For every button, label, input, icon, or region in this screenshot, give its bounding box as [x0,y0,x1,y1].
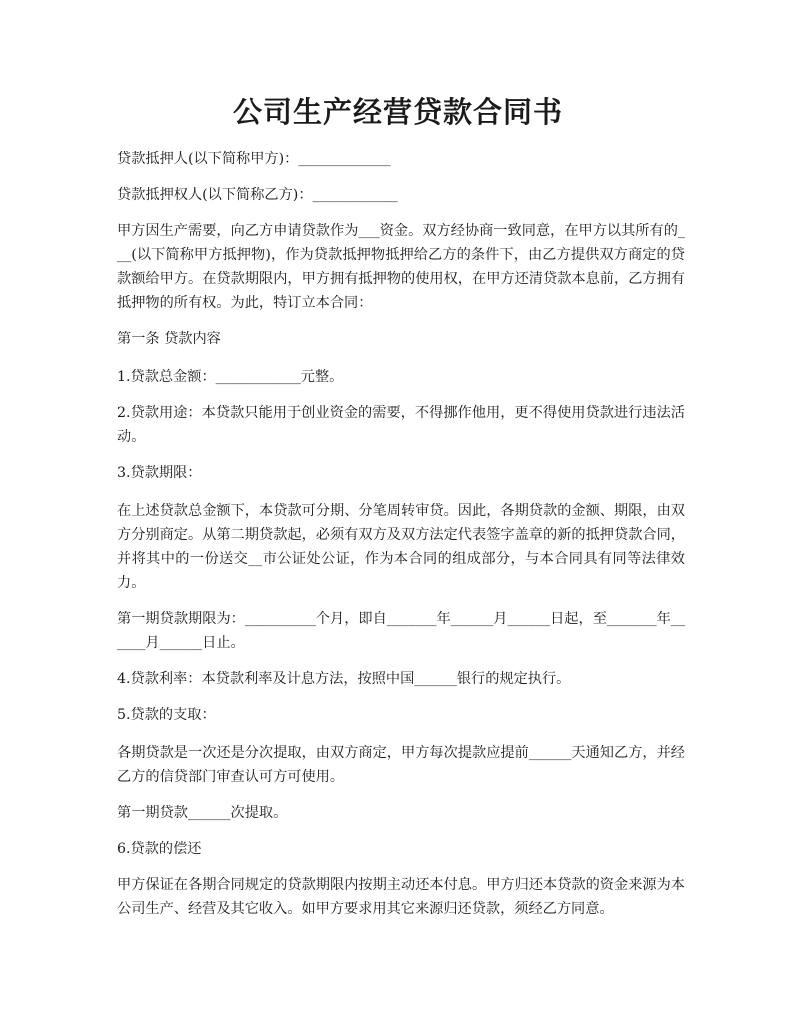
document-body [117,147,685,933]
paragraph-preamble: 甲方因生产需要，向乙方申请贷款作为___资金。双方经协商一致同意，在甲方以其所有的___(以下简称甲方抵押物)，作为贷款抵押物抵押给乙方的条件下，由乙方提供双方商定的贷款额给甲方。在贷款期限内，甲方拥有抵押物的使用权，在甲方还清贷款本息前，乙方拥有抵押物的所有权。为此，特订立本合同： [117,223,685,311]
paragraph-repayment-heading: 6.贷款的偿还 [117,841,202,857]
paragraph-first-withdrawal: 第一期贷款______次提取。 [117,805,288,821]
paragraph-withdrawal-detail: 各期贷款是一次还是分次提取，由双方商定，甲方每次提款应提前______天通知乙方，并经乙方的信贷部门审查认可方可使用。 [117,745,685,785]
paragraph-loan-term-detail: 在上述贷款总金额下，本贷款可分期、分笔周转审贷。因此，各期贷款的金额、期限，由双方分别商定。从第二期贷款起，必须有双方及双方法定代表签字盖章的新的抵押贷款合同，并将其中的一份送交__市公证处公证，作为本合同的组成部分，与本合同具有同等法律效力。 [117,503,685,591]
paragraph-loan-purpose: 2.贷款用途：本贷款只能用于创业资金的需要，不得挪作他用，更不得使用贷款进行违法活动。 [117,405,685,445]
paragraph-loan-amount: 1.贷款总金额：____________元整。 [117,369,344,385]
section-heading-article-1: 第一条 贷款内容 [117,331,221,347]
paragraph-loan-term-heading: 3.贷款期限： [117,465,202,481]
page-title: 公司生产经营贷款合同书 [232,95,563,129]
paragraph-party-b: 贷款抵押权人(以下简称乙方)：____________ [117,187,398,203]
paragraph-repayment-detail: 甲方保证在各期合同规定的贷款期限内按期主动还本付息。甲方归还本贷款的资金来源为本公司生产、经营及其它收入。如甲方要求用其它来源归还贷款，须经乙方同意。 [117,877,685,917]
paragraph-party-a: 贷款抵押人(以下简称甲方)：_____________ [117,151,391,167]
paragraph-withdrawal-heading: 5.贷款的支取： [117,707,216,723]
paragraph-first-term: 第一期贷款期限为：__________个月，即自_______年______月______日起，至_______年______月______日止。 [117,611,685,651]
paragraph-interest-rate: 4.贷款利率：本贷款利率及计息方法，按照中国______银行的规定执行。 [117,671,571,687]
